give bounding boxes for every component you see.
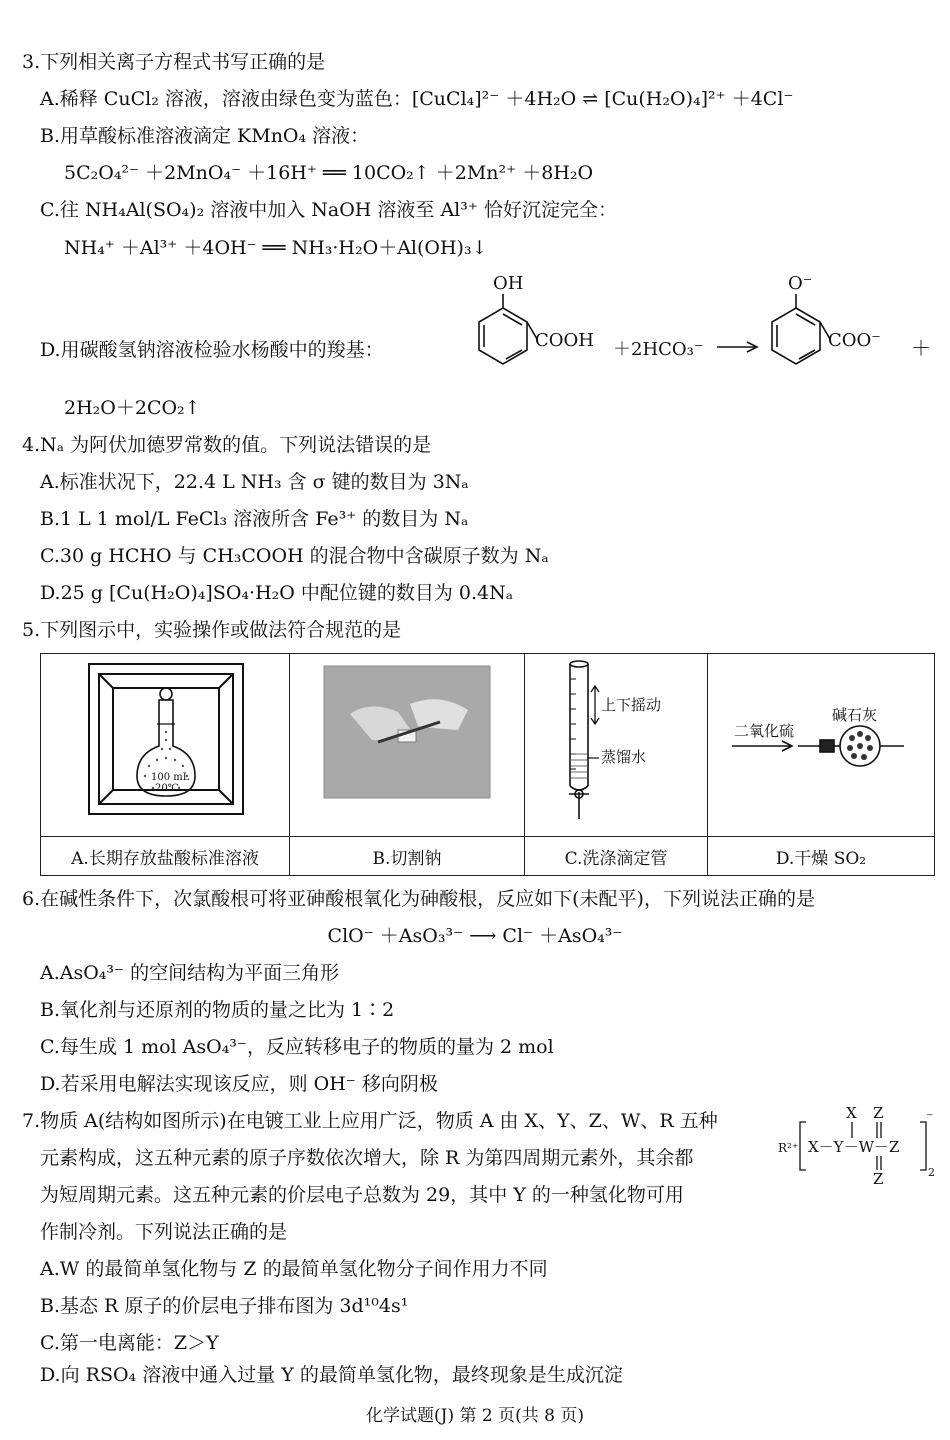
figure-d <box>708 654 935 837</box>
q4-stem: 4.Nₐ 为阿伏加德罗常数的值。下列说法错误的是 <box>22 434 432 456</box>
q5-stem: 5.下列图示中，实验操作或做法符合规范的是 <box>22 619 402 641</box>
q6-equation: ClO⁻ ＋AsO₃³⁻ ⟶ Cl⁻ ＋AsO₄³⁻ <box>327 925 623 947</box>
cutting-sodium-photo <box>290 654 524 832</box>
q4-option-a: A.标准状况下，22.4 L NH₃ 含 σ 键的数目为 3Nₐ <box>40 471 469 493</box>
figure-c <box>525 654 708 837</box>
structure-chain: X－Y－W－Z <box>808 1138 900 1156</box>
page-footer: 化学试题(J) 第 2 页(共 8 页) <box>366 1406 584 1426</box>
q5-figure-table <box>40 653 935 876</box>
so2-label: 二氧化硫 <box>734 722 795 740</box>
flask-temp-label: 20℃ <box>155 783 179 794</box>
anion-charge: ⁻ <box>926 1110 934 1126</box>
q7-option-b: B.基态 R 原子的价层电子排布图为 3d¹⁰4s¹ <box>40 1295 409 1317</box>
flask-in-cabinet-illustration <box>41 654 289 832</box>
caption-c: C.洗涤滴定管 <box>525 837 708 876</box>
caption-b: B.切割钠 <box>290 837 525 876</box>
x-top-label: X <box>846 1104 857 1122</box>
q7-stem-line4: 作制冷剂。下列说法正确的是 <box>40 1221 288 1243</box>
q6-stem: 6.在碱性条件下，次氯酸根可将亚砷酸根氧化为砷酸根，反应如下(未配平)，下列说法正确的是 <box>22 888 815 910</box>
q3-option-b-equation: 5C₂O₄²⁻ ＋2MnO₄⁻ ＋16H⁺ ══ 10CO₂↑ ＋2Mn²⁺ ＋8H₂O <box>64 162 594 184</box>
q7-stem-line1: 7.物质 A(结构如图所示)在电镀工业上应用广泛，物质 A 由 X、Y、Z、W、R 五种 <box>22 1110 718 1132</box>
substance-a-structure <box>776 1100 940 1192</box>
r-cation-label: R²⁺ <box>778 1141 799 1155</box>
q3-option-a: A.稀释 CuCl₂ 溶液，溶液由绿色变为蓝色：[CuCl₄]²⁻ ＋4H₂O ⇌ [Cu(H₂O)₄]²⁺ ＋4Cl⁻ <box>40 88 794 110</box>
q3-option-c: C.往 NH₄Al(SO₄)₂ 溶液中加入 NaOH 溶液至 Al³⁺ 恰好沉淀完全： <box>40 199 617 221</box>
oh-label: OH <box>493 273 524 294</box>
burette-illustration <box>525 654 707 832</box>
q7-option-d: D.向 RSO₄ 溶液中通入过量 Y 的最简单氢化物，最终现象是生成沉淀 <box>40 1364 623 1386</box>
q7-stem-line2: 元素构成，这五种元素的原子序数依次增大，除 R 为第四周期元素外，其余都 <box>40 1147 694 1169</box>
caption-a: A.长期存放盐酸标准溶液 <box>41 837 290 876</box>
coo-minus-label: COO⁻ <box>828 330 881 351</box>
o-minus-label: O⁻ <box>788 273 813 294</box>
q6-option-b: B.氧化剂与还原剂的物质的量之比为 1∶2 <box>40 999 395 1021</box>
q4-option-d: D.25 g [Cu(H₂O)₄]SO₄·H₂O 中配位键的数目为 0.4Nₐ <box>40 582 514 604</box>
water-label: 蒸馏水 <box>601 748 647 766</box>
shake-label: 上下摇动 <box>601 696 662 714</box>
soda-lime-label: 碱石灰 <box>832 706 878 724</box>
q3-option-d-products: 2H₂O＋2CO₂↑ <box>64 397 201 419</box>
drying-tube-illustration <box>708 654 934 832</box>
q6-option-a: A.AsO₄³⁻ 的空间结构为平面三角形 <box>40 962 340 984</box>
q6-option-d: D.若采用电解法实现该反应，则 OH⁻ 移向阴极 <box>40 1073 438 1095</box>
q3-stem: 3.下列相关离子方程式书写正确的是 <box>22 51 326 73</box>
figure-a <box>41 654 290 837</box>
q3-option-c-equation: NH₄⁺ ＋Al³⁺ ＋4OH⁻ ══ NH₃·H₂O＋Al(OH)₃↓ <box>64 237 488 259</box>
q3-option-b: B.用草酸标准溶液滴定 KMnO₄ 溶液： <box>40 125 370 147</box>
cooh-label: COOH <box>535 330 594 351</box>
q4-option-b: B.1 L 1 mol/L FeCl₃ 溶液所含 Fe³⁺ 的数目为 Nₐ <box>40 508 469 530</box>
q7-option-c: C.第一电离能：Z＞Y <box>40 1332 219 1354</box>
z-top-label: Z <box>873 1104 884 1122</box>
q7-option-a: A.W 的最简单氢化物与 Z 的最简单氢化物分子间作用力不同 <box>40 1258 548 1280</box>
anion-count: 2 <box>928 1166 935 1179</box>
z-bottom-label: Z <box>873 1170 884 1188</box>
figure-b <box>290 654 525 837</box>
salicylic-reaction-scheme <box>465 270 945 390</box>
q3-option-d: D.用碳酸氢钠溶液检验水杨酸中的羧基： <box>40 339 384 361</box>
hco3-label: ＋2HCO₃⁻ <box>613 339 704 360</box>
q4-option-c: C.30 g HCHO 与 CH₃COOH 的混合物中含碳原子数为 Nₐ <box>40 545 549 567</box>
plus-sign: ＋ <box>911 336 931 360</box>
flask-volume-label: 100 mL <box>151 772 190 783</box>
q6-option-c: C.每生成 1 mol AsO₄³⁻，反应转移电子的物质的量为 2 mol <box>40 1036 554 1058</box>
caption-d: D.干燥 SO₂ <box>708 837 935 876</box>
q7-stem-line3: 为短周期元素。这五种元素的价层电子总数为 29，其中 Y 的一种氢化物可用 <box>40 1184 684 1206</box>
